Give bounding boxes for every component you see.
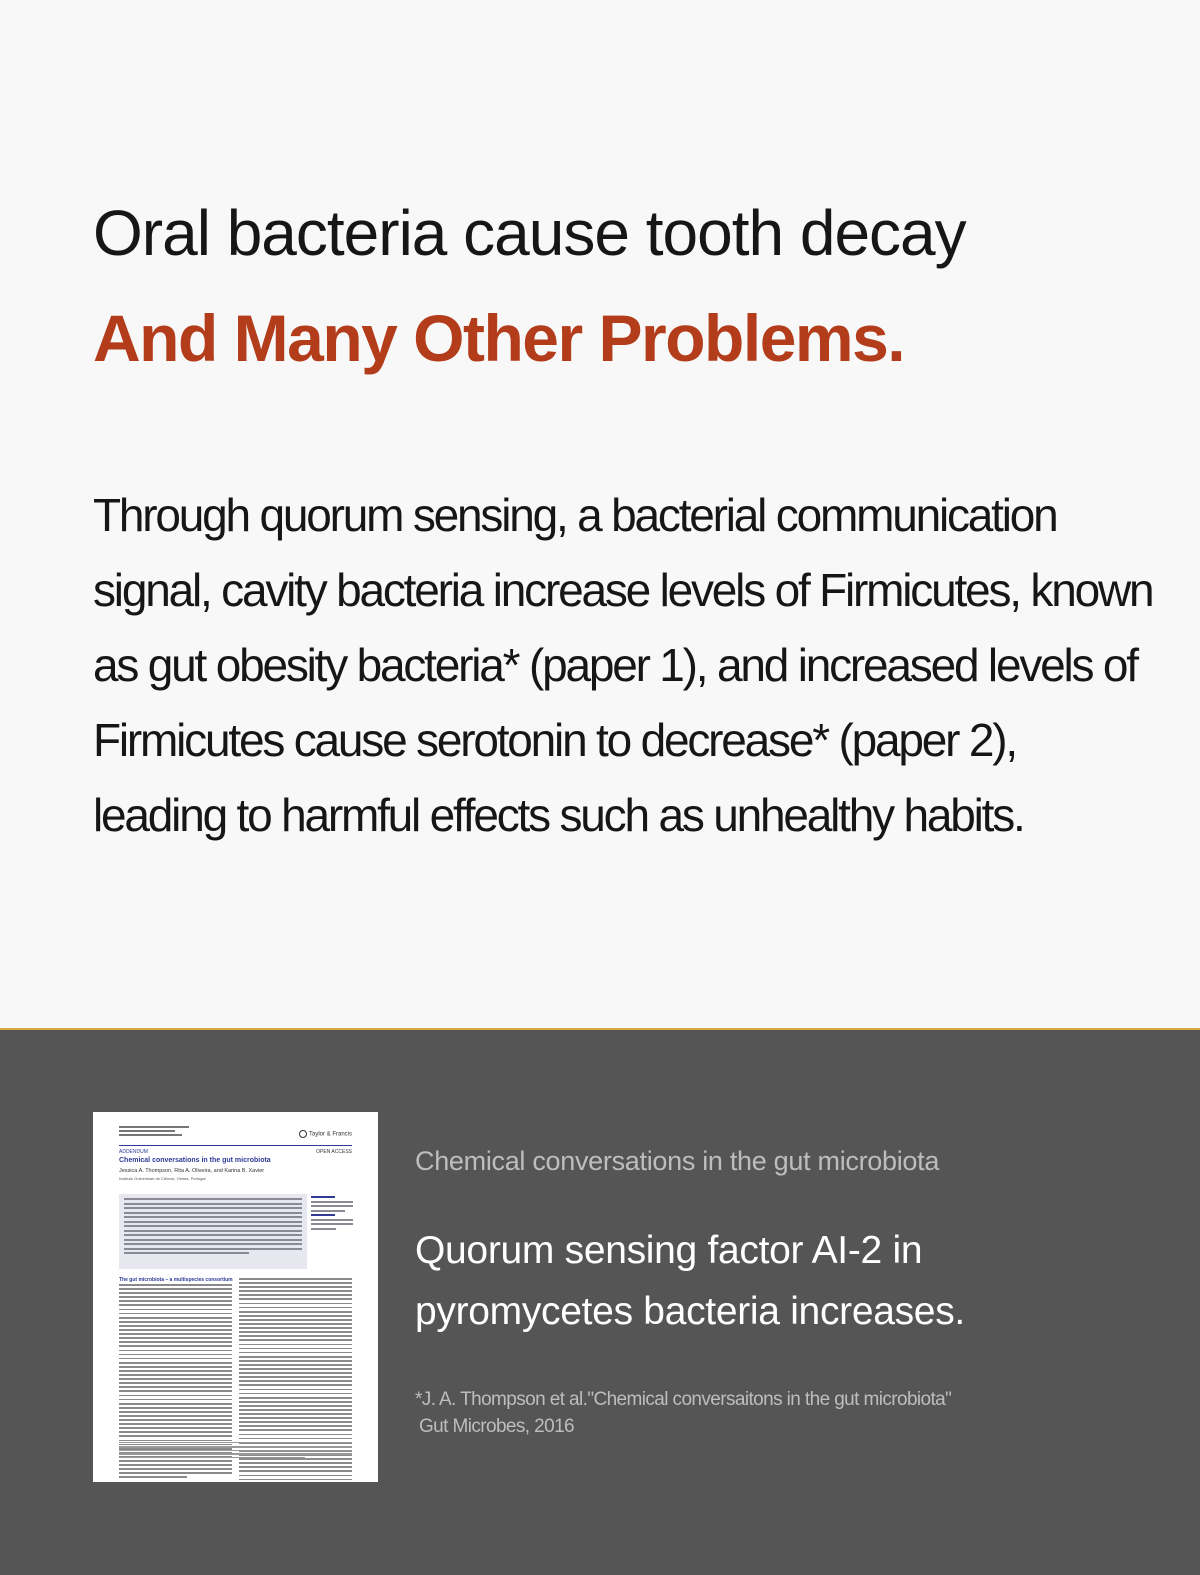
header-rule xyxy=(119,1145,352,1146)
publisher-logo: Taylor & Francis xyxy=(299,1130,352,1138)
reference-line-2: Gut Microbes, 2016 xyxy=(419,1416,575,1437)
paper-abstract xyxy=(119,1194,307,1269)
paper-institution: Instituto Gulbenkian de Ciência, Oeiras, Portugal xyxy=(119,1176,206,1181)
headline-accent: And Many Other Problems. xyxy=(93,301,905,375)
open-access-badge: OPEN ACCESS xyxy=(316,1149,352,1155)
reference-line-1: *J. A. Thompson et al."Chemical conversaitons in the gut microbiota" xyxy=(415,1389,952,1410)
paper-title: Chemical conversations in the gut microbiota xyxy=(119,1157,271,1164)
citation-reference xyxy=(415,1386,1135,1440)
paper-thumbnail xyxy=(93,1112,378,1482)
paper-kicker: ADDENDUM xyxy=(119,1149,148,1155)
headline: Oral bacteria cause tooth decay xyxy=(93,197,966,269)
paper-section-heading: The gut microbiota – a multispecies consortium xyxy=(119,1277,233,1283)
citation-panel xyxy=(0,1030,1200,1575)
paper-authors: Jessica A. Thompson, Rita A. Oliveira, and Karina B. Xavier xyxy=(119,1168,265,1174)
article-history xyxy=(311,1196,353,1232)
paper-footer xyxy=(119,1442,352,1460)
citation-claim: Quorum sensing factor AI-2 in pyromycetes bacteria increases. xyxy=(415,1229,965,1333)
journal-meta xyxy=(119,1126,189,1138)
citation-title: Chemical conversations in the gut microbiota xyxy=(415,1146,940,1176)
body-paragraph: Through quorum sensing, a bacterial communication signal, cavity bacteria increase levels of Firmicutes, known as gut obesity bacteria* (paper 1), and increased levels of Firmicutes cause serotonin to decrease* (paper 2), leading to harmful effects such as unhealthy habits. xyxy=(93,489,1153,841)
